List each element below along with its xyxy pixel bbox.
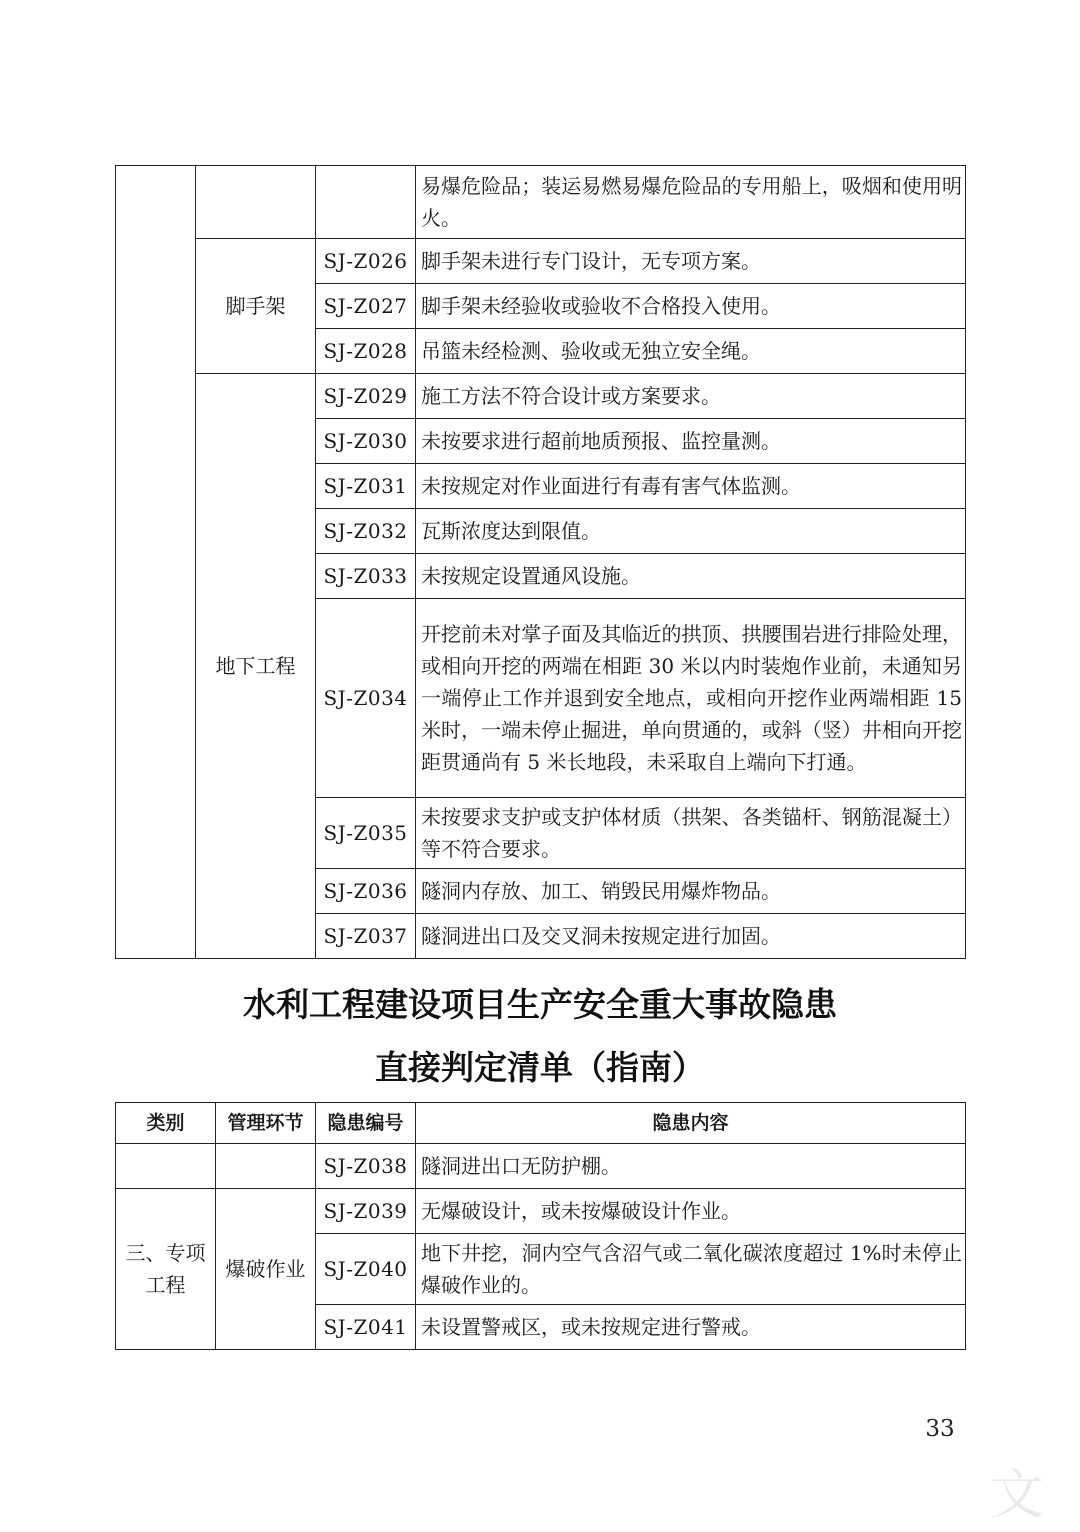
table-header-row	[116, 1103, 966, 1144]
code-cell	[316, 166, 416, 239]
table-row	[116, 239, 966, 284]
table-row	[116, 166, 966, 239]
content-cell: 脚手架未进行专门设计，无专项方案。	[416, 239, 966, 284]
code-cell: SJ-Z036	[316, 869, 416, 914]
code-cell: SJ-Z027	[316, 284, 416, 329]
table-row	[116, 1144, 966, 1189]
link-cell	[216, 1144, 316, 1189]
header-category: 类别	[116, 1103, 216, 1144]
category-cell	[116, 166, 196, 959]
code-cell: SJ-Z039	[316, 1189, 416, 1234]
content-cell: 未按要求进行超前地质预报、监控量测。	[416, 419, 966, 464]
content-cell: 吊篮未经检测、验收或无独立安全绳。	[416, 329, 966, 374]
content-cell: 开挖前未对掌子面及其临近的拱顶、拱腰围岩进行排险处理，或相向开挖的两端在相距 30 米以内时装炮作业前，未通知另一端停止工作并退到安全地点，或相向开挖作业两端相距 15 米时，一端未停止掘进，单向贯通的，或斜（竖）井相向开挖距贯通尚有 5 米长地段，未采取自上端向下打通。	[416, 599, 966, 798]
content-cell: 易爆危险品；装运易燃易爆危险品的专用船上，吸烟和使用明火。	[416, 166, 966, 239]
link-cell	[196, 166, 316, 239]
header-link: 管理环节	[216, 1103, 316, 1144]
code-cell: SJ-Z037	[316, 914, 416, 959]
code-cell: SJ-Z026	[316, 239, 416, 284]
content-cell: 地下井挖，洞内空气含沼气或二氧化碳浓度超过 1%时未停止爆破作业的。	[416, 1234, 966, 1305]
category-cell	[116, 1144, 216, 1189]
link-cell-blasting: 爆破作业	[216, 1189, 316, 1350]
content-cell: 隧洞内存放、加工、销毁民用爆炸物品。	[416, 869, 966, 914]
content-cell: 未按要求支护或支护体材质（拱架、各类锚杆、钢筋混凝土）等不符合要求。	[416, 798, 966, 869]
code-cell: SJ-Z035	[316, 798, 416, 869]
content-cell: 隧洞进出口无防护棚。	[416, 1144, 966, 1189]
content-cell: 脚手架未经验收或验收不合格投入使用。	[416, 284, 966, 329]
header-content: 隐患内容	[416, 1103, 966, 1144]
header-code: 隐患编号	[316, 1103, 416, 1144]
hazard-table-continued	[115, 165, 966, 959]
link-cell-scaffold: 脚手架	[196, 239, 316, 374]
hazard-table	[115, 1102, 966, 1350]
category-cell-special: 三、专项工程	[116, 1189, 216, 1350]
code-cell: SJ-Z040	[316, 1234, 416, 1305]
code-cell: SJ-Z038	[316, 1144, 416, 1189]
code-cell: SJ-Z031	[316, 464, 416, 509]
content-cell: 隧洞进出口及交叉洞未按规定进行加固。	[416, 914, 966, 959]
code-cell: SJ-Z032	[316, 509, 416, 554]
content-cell: 瓦斯浓度达到限值。	[416, 509, 966, 554]
watermark-glyph: 文	[990, 1463, 1044, 1526]
page-number: 33	[925, 1416, 955, 1442]
content-cell: 未按规定设置通风设施。	[416, 554, 966, 599]
link-cell-underground: 地下工程	[196, 374, 316, 959]
code-cell: SJ-Z030	[316, 419, 416, 464]
document-title-line1: 水利工程建设项目生产安全重大事故隐患	[243, 985, 837, 1024]
code-cell: SJ-Z041	[316, 1305, 416, 1350]
table-row	[116, 374, 966, 419]
content-cell: 未按规定对作业面进行有毒有害气体监测。	[416, 464, 966, 509]
table-row	[116, 1189, 966, 1234]
content-cell: 未设置警戒区，或未按规定进行警戒。	[416, 1305, 966, 1350]
code-cell: SJ-Z029	[316, 374, 416, 419]
content-cell: 施工方法不符合设计或方案要求。	[416, 374, 966, 419]
content-cell: 无爆破设计，或未按爆破设计作业。	[416, 1189, 966, 1234]
document-title-line2: 直接判定清单（指南）	[375, 1048, 705, 1087]
code-cell: SJ-Z034	[316, 599, 416, 798]
code-cell: SJ-Z028	[316, 329, 416, 374]
code-cell: SJ-Z033	[316, 554, 416, 599]
